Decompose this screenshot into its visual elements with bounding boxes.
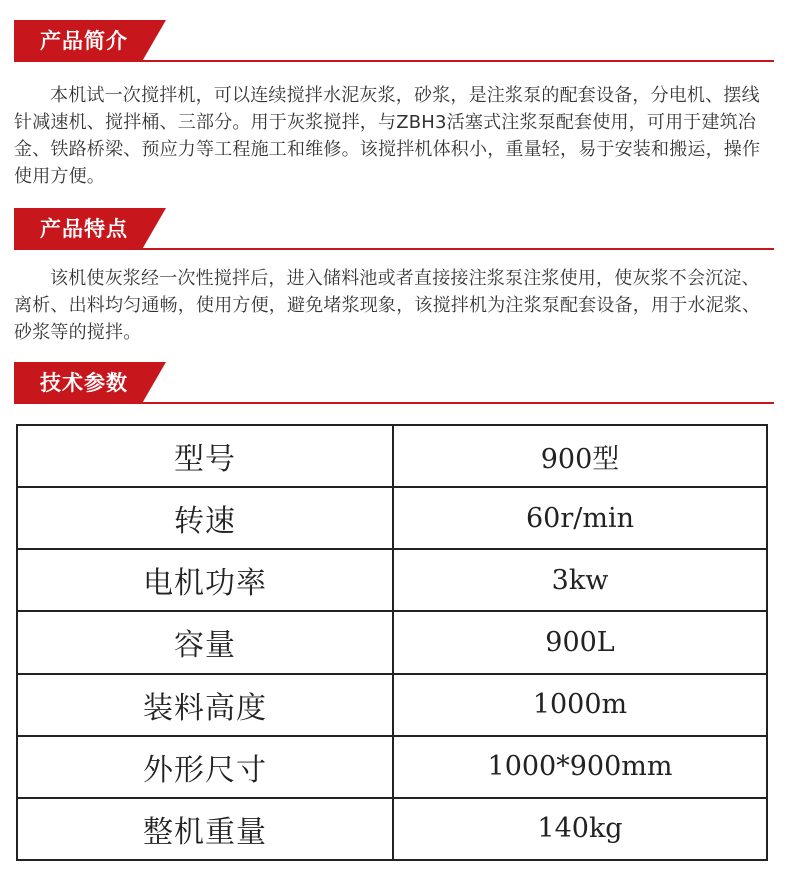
- spec-label-loading-height: 装料高度: [17, 674, 393, 736]
- header-divider: [134, 60, 774, 62]
- table-row: [17, 611, 767, 673]
- spec-label-model: 型号: [17, 425, 393, 487]
- spec-table: [16, 424, 768, 861]
- section-title-features: 产品特点: [40, 217, 128, 241]
- spec-value-model: 900型: [393, 425, 767, 487]
- features-paragraph: 该机使灰浆经一次性搅拌后，进入储料池或者直接接注浆泵注浆使用，使灰浆不会沉淀、离析、出料均匀通畅，使用方便，避免堵浆现象，该搅拌机为注浆泵配套设备，用于水泥浆、砂浆等的搅拌。: [14, 268, 761, 343]
- intro-paragraph: 本机试一次搅拌机，可以连续搅拌水泥灰浆，砂浆，是注浆泵的配套设备，分电机、摆线针减速机、搅拌桶、三部分。用于灰浆搅拌，与ZBH3活塞式注浆泵配套使用，可用于建筑冶金、铁路桥梁、预应力等工程施工和维修。该搅拌机体积小，重量轻，易于安装和搬运，操作使用方便。: [14, 85, 761, 187]
- header-divider: [134, 248, 774, 250]
- section-header-intro: [14, 20, 774, 62]
- spec-label-weight: 整机重量: [17, 798, 393, 860]
- table-row: [17, 425, 767, 487]
- table-row: [17, 487, 767, 549]
- table-row: [17, 674, 767, 736]
- spec-value-loading-height: 1000m: [393, 674, 767, 736]
- spec-value-power: 3kw: [393, 549, 767, 611]
- spec-label-capacity: 容量: [17, 611, 393, 673]
- spec-value-dimensions: 1000*900mm: [393, 736, 767, 798]
- section-title-intro: 产品简介: [40, 29, 128, 53]
- section-header-features: [14, 208, 774, 250]
- section-header-specs: [14, 362, 774, 404]
- table-row: [17, 549, 767, 611]
- table-row: [17, 798, 767, 860]
- spec-label-dimensions: 外形尺寸: [17, 736, 393, 798]
- section-title-specs: 技术参数: [40, 371, 128, 395]
- table-row: [17, 736, 767, 798]
- header-divider: [134, 402, 774, 404]
- spec-label-power: 电机功率: [17, 549, 393, 611]
- spec-value-speed: 60r/min: [393, 487, 767, 549]
- spec-label-speed: 转速: [17, 487, 393, 549]
- spec-value-weight: 140kg: [393, 798, 767, 860]
- spec-value-capacity: 900L: [393, 611, 767, 673]
